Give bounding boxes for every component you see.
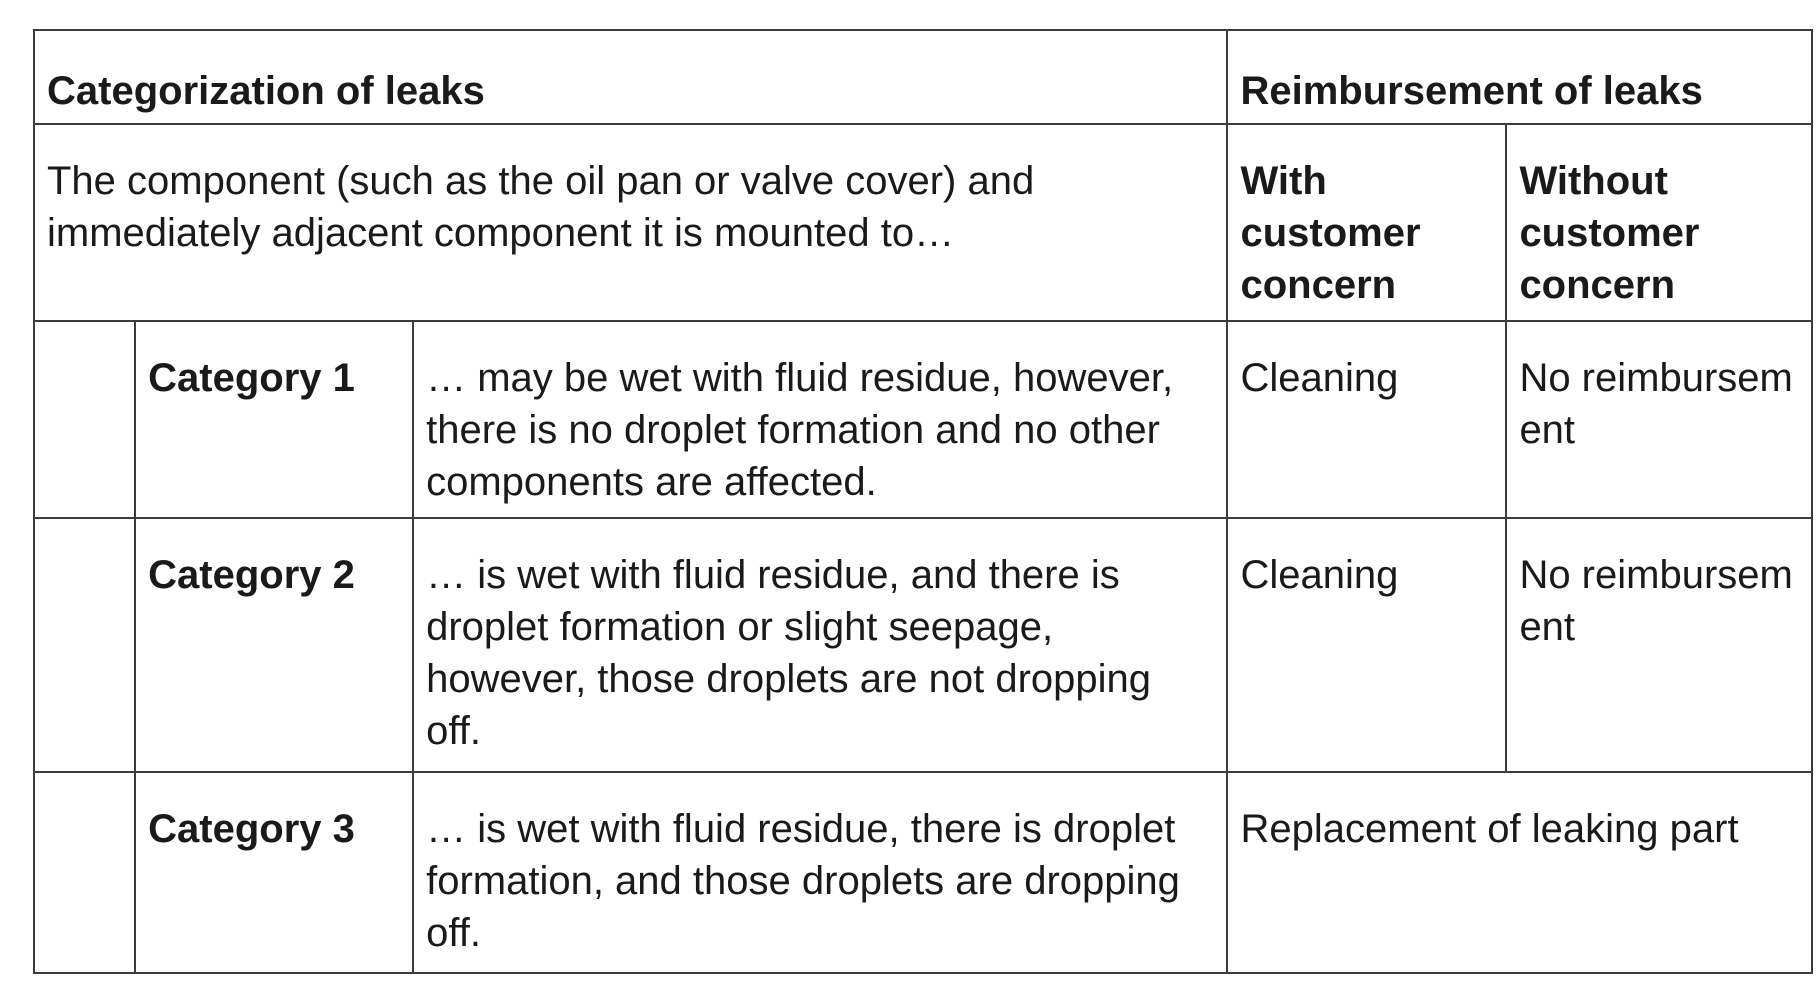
table-header-row — [34, 30, 1812, 124]
category-label: Category 1 — [135, 321, 413, 518]
category-description: … is wet with fluid residue, there is droplet formation, and those droplets are dropping off. — [413, 772, 1227, 973]
without-concern-value: No reimbursement — [1506, 321, 1812, 518]
intro-row — [34, 124, 1812, 321]
table-row — [34, 518, 1812, 772]
categorization-header: Categorization of leaks — [34, 30, 1227, 124]
category-label: Category 3 — [135, 772, 413, 973]
indent-cell — [34, 772, 135, 973]
table-row — [34, 321, 1812, 518]
without-concern-value: No reimbursement — [1506, 518, 1812, 772]
category-description: … is wet with fluid residue, and there is droplet formation or slight seepage, however, those droplets are not dropping off. — [413, 518, 1227, 772]
indent-cell — [34, 321, 135, 518]
reimbursement-header: Reimbursement of leaks — [1227, 30, 1812, 124]
with-concern-value: Cleaning — [1227, 518, 1506, 772]
table-row — [34, 772, 1812, 973]
indent-cell — [34, 518, 135, 772]
with-customer-concern-header: With customer concern — [1227, 124, 1506, 321]
reimbursement-value: Replacement of leaking part — [1227, 772, 1812, 973]
with-concern-value: Cleaning — [1227, 321, 1506, 518]
intro-text: The component (such as the oil pan or valve cover) and immediately adjacent component it is mounted to… — [34, 124, 1227, 321]
without-customer-concern-header: Without customer concern — [1506, 124, 1812, 321]
category-label: Category 2 — [135, 518, 413, 772]
category-description: … may be wet with fluid residue, however, there is no droplet formation and no other components are affected. — [413, 321, 1227, 518]
leak-categorization-table — [33, 29, 1813, 974]
